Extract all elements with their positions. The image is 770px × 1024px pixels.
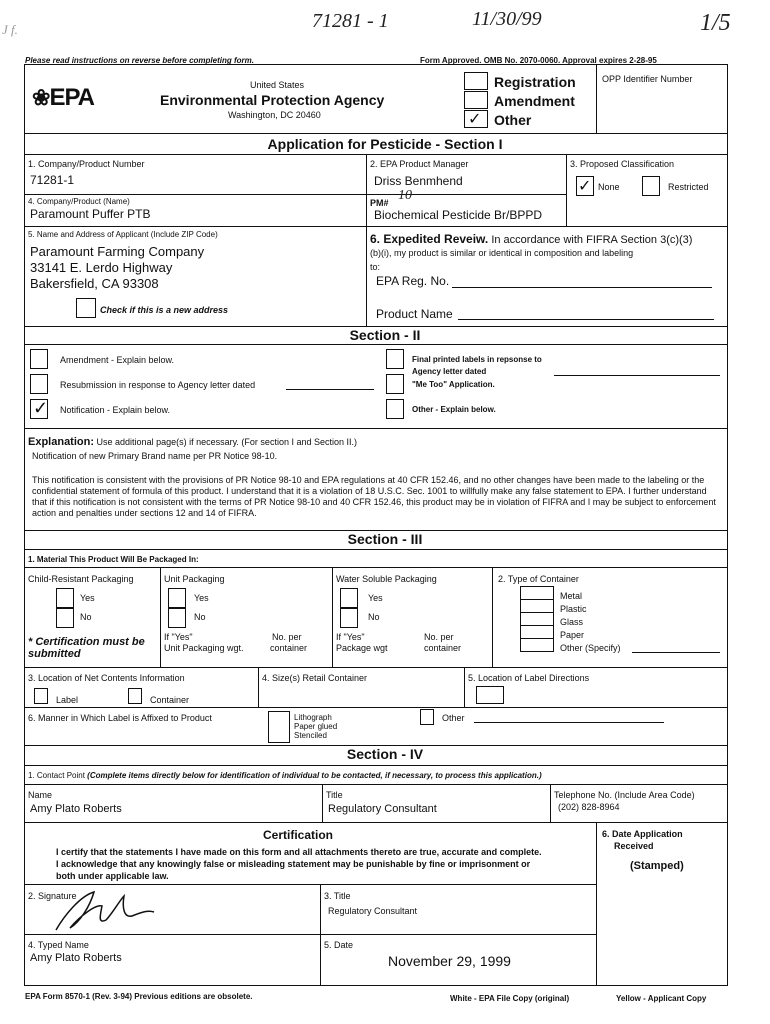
header-country: United States [250,80,305,90]
applicant-line-2: 33141 E. Lerdo Highway [30,260,173,275]
manner-lithograph: Lithograph [294,713,332,722]
cert-text-2: I acknowledge that any knowingly false or misleading statement may be punishable by fine or imprisonment or [56,859,531,869]
handwritten-date: 11/30/99 [472,8,542,30]
container-glass: Glass [560,617,584,627]
new-address-checkbox[interactable] [76,298,96,318]
contact-label: 1. Contact Point [28,771,85,780]
epa-flower-icon: ❀ [32,85,50,110]
final-labels-text-2: Agency letter dated [412,367,487,376]
resubmission-label: Resubmission in response to Agency letter dated [60,380,256,390]
manner-paper-glued: Paper glued [294,722,338,731]
amendment-explain-label: Amendment - Explain below. [60,355,175,365]
child-yes-label: Yes [80,593,95,603]
header-city: Washington, DC 20460 [228,110,321,120]
amendment-checkbox[interactable] [464,91,488,109]
container-other: Other (Specify) [560,643,621,653]
corner-mark: J f. [2,22,18,37]
contact-line [28,771,542,780]
product-name-label: 4. Company/Product (Name) [28,197,130,206]
date-received-label: Received [614,841,654,851]
section-3-title: Section - III [347,531,423,547]
unit-if-yes: If "Yes" [164,632,193,642]
unit-yes-checkbox[interactable] [168,588,186,608]
typed-name-value[interactable]: Amy Plato Roberts [30,952,122,964]
other-checkmark-icon: ✓ [468,111,482,128]
date-label: 5. Date [324,940,354,950]
me-too-label: "Me Too" Application. [412,380,495,389]
water-container: container [424,643,462,653]
pm-label: PM# [370,198,389,208]
explanation-title: Explanation: [28,436,95,448]
opp-identifier-label: OPP Identifier Number [602,74,693,84]
child-yes-checkbox[interactable] [56,588,74,608]
unit-no-checkbox[interactable] [168,608,186,628]
applicant-label: 5. Name and Address of Applicant (Include ZIP Code) [28,230,218,239]
resubmission-checkbox[interactable] [30,374,48,394]
company-number-value[interactable]: 71281-1 [30,173,75,187]
notification-label: Notification - Explain below. [60,405,171,415]
manner-other-label: Other [442,713,465,723]
certification-note: * Certification must be submitted [28,636,145,660]
net-container-checkbox[interactable] [128,688,142,704]
product-name-field-label: Product Name [376,307,453,321]
instructions-note: Please read instructions on reverse before completing form. [25,56,254,65]
final-labels-text-1: Final printed labels in repsonse to [412,355,542,364]
contact-note: (Complete items directly below for identification of individual to be contacted, if necessary, to process this application.) [87,771,542,780]
title3-value[interactable]: Regulatory Consultant [328,906,418,916]
manner-options [294,713,337,740]
water-soluble-label: Water Soluble Packaging [336,574,437,584]
final-labels-checkbox[interactable] [386,349,404,369]
typed-name-label: 4. Typed Name [28,940,89,950]
sizes-label: 4. Size(s) Retail Container [262,673,368,683]
stamped-label: (Stamped) [630,860,684,872]
yellow-copy: Yellow - Applicant Copy [616,994,707,1003]
applicant-line-3: Bakersfield, CA 93308 [30,276,159,291]
amendment-explain-checkbox[interactable] [30,349,48,369]
label-directions-box[interactable] [476,686,504,704]
cert-text-3: both under applicable law. [56,871,169,881]
child-no-checkbox[interactable] [56,608,74,628]
white-copy: White - EPA File Copy (original) [450,994,570,1003]
company-number-label: 1. Company/Product Number [28,159,145,169]
manner-checkbox[interactable] [268,711,290,743]
net-label-checkbox[interactable] [34,688,48,704]
omb-note: Form Approved. OMB No. 2070-0060. Approval expires 2-28-95 [420,56,657,65]
expedited-title: 6. Expedited Reveiw. [370,232,489,246]
explanation-line[interactable]: Notification of new Primary Brand name per PR Notice 98-10. [32,451,278,461]
water-yes-checkbox[interactable] [340,588,358,608]
package-wgt-label: Package wgt [336,643,388,653]
manner-stenciled: Stenciled [294,731,327,740]
water-no-checkbox[interactable] [340,608,358,628]
child-no-label: No [80,612,92,622]
classification-restricted-label: Restricted [668,182,709,192]
epa-logo: ❀EPA [32,84,95,111]
net-label-word: Label [56,695,79,705]
cert-text-1: I certify that the statements I have made on this form and all attachments thereto are true, accurate and complete. [56,847,542,857]
phone-label: Telephone No. (Include Area Code) [554,790,695,800]
product-manager-value[interactable]: Driss Benmhend [374,174,463,188]
manner-label: 6. Manner in Which Label is Affixed to Product [28,713,212,723]
container-plastic: Plastic [560,604,587,614]
net-contents-label: 3. Location of Net Contents Information [28,673,185,683]
label-directions-label: 5. Location of Label Directions [468,673,590,683]
title3-label: 3. Title [324,891,351,901]
me-too-checkbox[interactable] [386,374,404,394]
date-value[interactable]: November 29, 1999 [388,953,511,969]
epa-reg-label: EPA Reg. No. [376,274,450,288]
notification-checkmark-icon: ✓ [33,398,49,418]
pm-value[interactable]: 10 [398,188,412,203]
product-manager-label: 2. EPA Product Manager [370,159,469,169]
pm-branch: Biochemical Pesticide Br/BPPD [374,208,543,222]
container-metal: Metal [560,591,583,601]
certification-title: Certification [262,828,333,842]
handwritten-ref-number: 71281 - 1 [312,10,389,32]
container-type-list [560,590,621,655]
other-explain-label: Other - Explain below. [412,405,496,414]
classification-restricted-checkbox[interactable] [642,176,660,196]
contact-title[interactable]: Regulatory Consultant [328,803,437,815]
header-agency: Environmental Protection Agency [160,92,385,108]
explanation-header [28,436,357,448]
other-explain-checkbox[interactable] [386,399,404,419]
container-type-boxes[interactable] [520,586,554,652]
unit-wgt-label: Unit Packaging wgt. [164,643,244,653]
signature-mark[interactable] [50,886,160,934]
form-id: EPA Form 8570-1 (Rev. 3-94) Previous editions are obsolete. [25,992,253,1001]
container-type-label: 2. Type of Container [498,574,579,584]
option-amendment: Amendment [494,93,575,109]
option-other: Other [494,112,532,128]
phone-value[interactable]: (202) 828-8964 [558,802,620,812]
handwritten-page: 1/5 [700,10,731,36]
option-registration: Registration [494,74,576,90]
classification-none-label: None [598,182,620,192]
certification-text [56,846,592,882]
expedited-text-2: (b)(i), my product is similar or identical in composition and labeling [370,248,634,258]
unit-packaging-label: Unit Packaging [164,574,225,584]
section-4-title: Section - IV [346,746,424,762]
water-if-yes: If "Yes" [336,632,365,642]
unit-yes-label: Yes [194,593,209,603]
signature-label: 2. Signature [28,891,77,901]
applicant-address[interactable] [30,244,204,292]
proposed-classification-label: 3. Proposed Classification [570,159,675,169]
contact-name[interactable]: Amy Plato Roberts [30,803,122,815]
water-no-per: No. per [424,632,454,642]
product-name-value[interactable]: Paramount Puffer PTB [30,207,151,221]
applicant-line-1: Paramount Farming Company [30,244,205,259]
expedited-text: In accordance with FIFRA Section 3(c)(3) [491,234,693,246]
name-label: Name [28,790,53,800]
explanation-paragraph: This notification is consistent with the provisions of PR Notice 98-10 and EPA regulations at 40 CFR 152.46, and no other changes have been made to the labeling or the confidential statement of formula of this product. I understand that it is a violation of 18 U.S.C. Sec. 1001 to willfully make any false statement to EPA. I further understand that if this notification is not consistent with the terms of PR Notice 98-10 and 40 CFR 152.46, this product may be in violation of FIFRA and I may be subject to enforcement action and penalties under sections 12 and 14 of FIFRA. [32,475,716,518]
net-container-word: Container [150,695,190,705]
section-2-title: Section - II [349,327,421,343]
expedited-review [370,232,692,246]
manner-other-checkbox[interactable] [420,709,434,725]
water-yes-label: Yes [368,593,383,603]
section-1-title: Application for Pesticide - Section I [267,136,503,152]
title-label: Title [326,790,343,800]
packaged-label: 1. Material This Product Will Be Packaged In: [28,555,199,564]
expedited-to: to: [370,262,381,272]
explanation-note: Use additional page(s) if necessary. (For section I and Section II.) [96,437,357,447]
new-address-label: Check if this is a new address [100,305,229,315]
unit-container: container [270,643,308,653]
unit-no-label: No [194,612,206,622]
child-resistant-label: Child-Resistant Packaging [28,574,134,584]
none-checkmark-icon: ✓ [578,178,592,195]
unit-no-per: No. per [272,632,302,642]
container-paper: Paper [560,630,585,640]
date-app-label: 6. Date Application [602,829,683,839]
water-no-label: No [368,612,380,622]
registration-checkbox[interactable] [464,72,488,90]
